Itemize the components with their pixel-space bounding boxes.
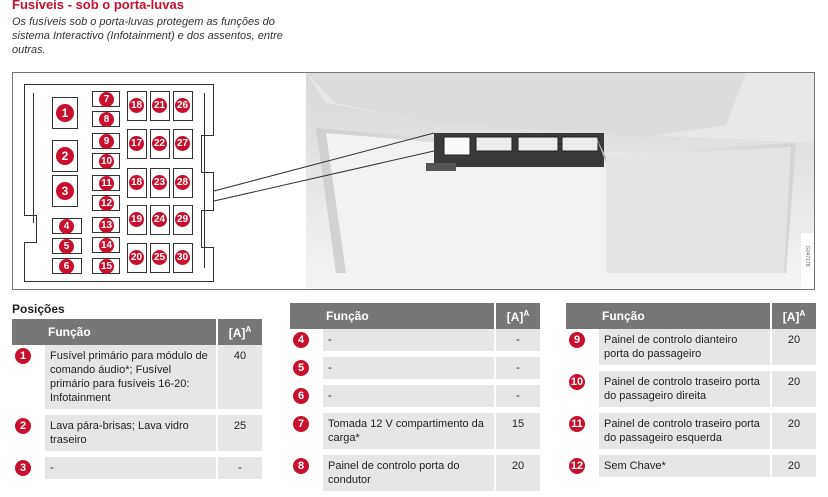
table-row: [290, 410, 540, 452]
fuse-function: -: [322, 354, 495, 382]
table-row: [566, 329, 816, 368]
table-row: [290, 452, 540, 494]
fuse-function: Sem Chave*: [598, 452, 771, 480]
fuse-number: 24: [153, 214, 166, 225]
fuse-function: Painel de controlo porta do condutor: [322, 452, 495, 494]
fuse-function: -: [44, 454, 217, 482]
fuse-number: 18: [130, 177, 143, 188]
fuse-number-badge: 12: [570, 460, 584, 472]
fuse-amp: -: [495, 329, 540, 354]
table-row: [566, 410, 816, 452]
fuse-function: Painel de controlo dianteiro porta do passageiro: [598, 329, 771, 368]
fuse-number-badge: 1: [15, 348, 31, 364]
table-header-function: Função: [322, 303, 495, 329]
fuse-number-badge: 4: [293, 332, 309, 348]
fuse-amp: 25: [217, 412, 262, 454]
fuse-number: 11: [99, 176, 114, 191]
fuse-number: 4: [59, 219, 74, 234]
fuse-function: Painel de controlo traseiro porta do passageiro direita: [598, 368, 771, 410]
fuse-amp: 20: [771, 329, 816, 368]
photo-id: G047178: [804, 246, 810, 267]
fuse-amp: 20: [495, 452, 540, 494]
fuse-function: Fusível primário para módulo de comando áudio*; Fusível primário para fusíveis 16-20: Infotainment: [44, 345, 217, 412]
fuse-number: 8: [99, 112, 114, 127]
fuse-number: 29: [176, 214, 189, 225]
table-header-function: Função: [598, 303, 771, 329]
table-row: [12, 412, 262, 454]
fuse-function: Tomada 12 V compartimento da carga*: [322, 410, 495, 452]
fuse-number: 18: [130, 100, 143, 111]
fuse-number-badge: 2: [15, 418, 31, 434]
fuse-amp: -: [495, 354, 540, 382]
fuse-number: 21: [153, 100, 166, 111]
positions-label: Posições: [12, 302, 65, 316]
fuse-number: 15: [100, 261, 113, 272]
table-row: [12, 454, 262, 482]
fuse-number-badge: 5: [293, 360, 309, 376]
fuse-number: 5: [59, 239, 74, 254]
fuse-number: 27: [176, 138, 189, 149]
fuse-amp: -: [217, 454, 262, 482]
intro-text: Os fusíveis sob o porta-luvas protegem as funções do sistema Interactivo (Infotainment) e dos assentos, entre outras.: [12, 16, 283, 56]
table-header-amp: $[A]^A$: [771, 303, 816, 329]
fuse-number: 25: [153, 252, 166, 263]
table-header-function: Função: [44, 319, 217, 345]
fuse-box-figure: [12, 72, 815, 290]
table-row: [290, 354, 540, 382]
fuse-function: Painel de controlo traseiro porta do passageiro esquerda: [598, 410, 771, 452]
fuse-number: 3: [56, 182, 74, 200]
table-header-amp: $[A]^A$: [495, 303, 540, 329]
table-row: [566, 368, 816, 410]
fuse-amp: 40: [217, 345, 262, 412]
fuse-number: 12: [100, 198, 113, 209]
fuse-number-badge: 10: [570, 376, 584, 388]
fuse-box-diagram: [24, 84, 214, 282]
fuse-function: -: [322, 382, 495, 410]
fuse-table-2: [290, 303, 540, 497]
fuse-number: 30: [176, 252, 189, 263]
fuse-number: 7: [99, 92, 114, 107]
fuse-number-badge: 7: [293, 416, 309, 432]
table-header-icon: [290, 303, 322, 329]
fuse-table-3: [566, 303, 816, 483]
fuse-number-badge: 11: [569, 416, 585, 432]
table-row: [290, 382, 540, 410]
fuse-number: 14: [100, 240, 113, 251]
fuse-number: 1: [56, 104, 74, 122]
fuse-number: 23: [153, 177, 166, 188]
fuse-number: 2: [56, 147, 74, 165]
fuse-number: 10: [100, 156, 113, 167]
table-header-icon: [12, 319, 44, 345]
fuse-number: 13: [100, 220, 113, 231]
fuse-amp: 20: [771, 410, 816, 452]
fuse-function: Lava pára-brisas; Lava vidro traseiro: [44, 412, 217, 454]
fuse-number: 28: [176, 177, 189, 188]
page-title: Fusíveis - sob o porta-luvas: [12, 0, 184, 12]
table-header-amp: $[A]^A$: [217, 319, 262, 345]
fuse-table-1: [12, 319, 262, 485]
fuse-number: 17: [130, 138, 143, 149]
fuse-number: 22: [153, 138, 166, 149]
fuse-number: 19: [130, 214, 143, 225]
fuse-amp: 20: [771, 368, 816, 410]
fuse-amp: 20: [771, 452, 816, 480]
table-row: [12, 345, 262, 412]
table-row: [290, 329, 540, 354]
table-row: [566, 452, 816, 480]
fuse-amp: -: [495, 382, 540, 410]
fuse-number-badge: 3: [15, 460, 31, 476]
fuse-function: -: [322, 329, 495, 354]
fuse-number: 20: [130, 252, 143, 263]
fuse-number: 26: [176, 100, 189, 111]
fuse-number-badge: 9: [569, 332, 585, 348]
fuse-number-badge: 6: [293, 388, 309, 404]
table-header-icon: [566, 303, 598, 329]
fuse-number-badge: 8: [293, 458, 309, 474]
fuse-number: 9: [99, 134, 114, 149]
fuse-amp: 15: [495, 410, 540, 452]
fuse-number: 6: [59, 259, 74, 274]
